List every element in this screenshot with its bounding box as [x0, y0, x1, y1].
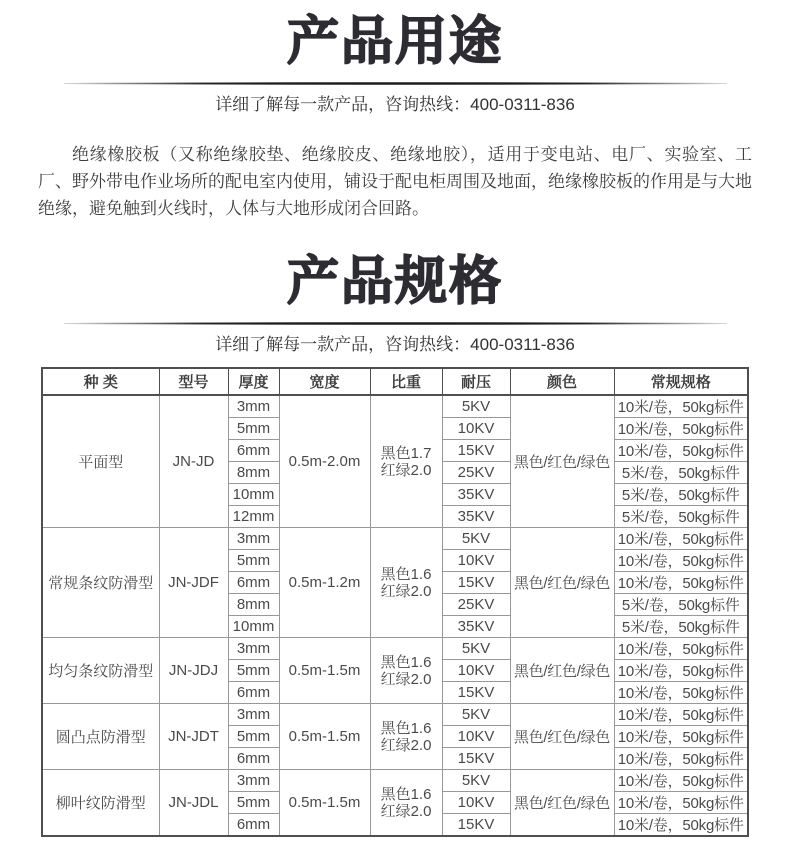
cell-gravity: [370, 528, 442, 638]
gravity-line: 黑色1.6: [380, 785, 432, 803]
cell-spec: 10米/卷，50kg标件: [614, 550, 748, 572]
cell-voltage: 10KV: [442, 792, 510, 814]
table-row: [42, 704, 748, 726]
col-header-model: 型号: [159, 368, 228, 395]
cell-gravity: [370, 395, 442, 528]
gravity-line: 黑色1.6: [380, 719, 432, 737]
cell-voltage: 5KV: [442, 704, 510, 726]
gravity-line: 红绿2.0: [380, 802, 432, 820]
col-header-gravity: 比重: [370, 368, 442, 395]
cell-width: 0.5m-1.5m: [279, 770, 370, 837]
cell-color: 黑色/红色/绿色: [510, 395, 614, 528]
col-header-thickness: 厚度: [228, 368, 279, 395]
col-header-width: 宽度: [279, 368, 370, 395]
cell-type: 平面型: [42, 395, 159, 528]
cell-voltage: 5KV: [442, 770, 510, 792]
cell-type: 常规条纹防滑型: [42, 528, 159, 638]
cell-color: 黑色/红色/绿色: [510, 638, 614, 704]
cell-gravity: [370, 638, 442, 704]
cell-spec: 10米/卷，50kg标件: [614, 748, 748, 770]
table-row: [42, 528, 748, 550]
cell-voltage: 25KV: [442, 462, 510, 484]
cell-thickness: 6mm: [228, 748, 279, 770]
cell-width: 0.5m-1.5m: [279, 704, 370, 770]
cell-spec: 5米/卷，50kg标件: [614, 484, 748, 506]
gravity-line: 红绿2.0: [380, 461, 432, 479]
cell-thickness: 6mm: [228, 814, 279, 837]
cell-spec: 10米/卷，50kg标件: [614, 418, 748, 440]
cell-width: 0.5m-2.0m: [279, 395, 370, 528]
cell-spec: 10米/卷，50kg标件: [614, 792, 748, 814]
cell-thickness: 10mm: [228, 616, 279, 638]
cell-spec: 10米/卷，50kg标件: [614, 682, 748, 704]
cell-type: 圆凸点防滑型: [42, 704, 159, 770]
cell-spec: 10米/卷，50kg标件: [614, 660, 748, 682]
cell-thickness: 10mm: [228, 484, 279, 506]
cell-spec: 10米/卷，50kg标件: [614, 528, 748, 550]
specs-section: [0, 254, 790, 837]
gravity-line: 红绿2.0: [380, 736, 432, 754]
cell-gravity: [370, 770, 442, 837]
cell-voltage: 15KV: [442, 748, 510, 770]
cell-spec: 10米/卷，50kg标件: [614, 440, 748, 462]
cell-voltage: 5KV: [442, 395, 510, 418]
cell-spec: 5米/卷，50kg标件: [614, 462, 748, 484]
cell-color: 黑色/红色/绿色: [510, 770, 614, 837]
gravity-line: 红绿2.0: [380, 582, 432, 600]
cell-voltage: 5KV: [442, 528, 510, 550]
gravity-line: 黑色1.6: [380, 565, 432, 583]
cell-width: 0.5m-1.5m: [279, 638, 370, 704]
spec-table-header-row: [42, 368, 748, 395]
cell-color: 黑色/红色/绿色: [510, 704, 614, 770]
spec-table-body: [42, 395, 748, 836]
gravity-line: 黑色1.6: [380, 653, 432, 671]
table-row: [42, 395, 748, 418]
cell-spec: 10米/卷，50kg标件: [614, 770, 748, 792]
cell-voltage: 35KV: [442, 484, 510, 506]
cell-thickness: 8mm: [228, 594, 279, 616]
cell-thickness: 5mm: [228, 550, 279, 572]
col-header-type: 种 类: [42, 368, 159, 395]
cell-spec: 10米/卷，50kg标件: [614, 704, 748, 726]
cell-thickness: 3mm: [228, 528, 279, 550]
usage-paragraph: 绝缘橡胶板（又称绝缘胶垫、绝缘胶皮、绝缘地胶），适用于变电站、电厂、实验室、工厂、野外带电作业场所的配电室内使用，铺设于配电柜周围及地面，绝缘橡胶板的作用是与大地绝缘，避免触到火线时，人体与大地形成闭合回路。: [38, 145, 752, 219]
cell-thickness: 3mm: [228, 704, 279, 726]
cell-gravity: [370, 704, 442, 770]
cell-thickness: 6mm: [228, 682, 279, 704]
section-divider: [64, 82, 727, 85]
cell-spec: 5米/卷，50kg标件: [614, 506, 748, 528]
table-row: [42, 638, 748, 660]
specs-hotline-text: 详细了解每一款产品，咨询热线：400-0311-836: [215, 335, 575, 355]
cell-thickness: 5mm: [228, 792, 279, 814]
cell-voltage: 10KV: [442, 726, 510, 748]
col-header-color: 颜色: [510, 368, 614, 395]
cell-type: 柳叶纹防滑型: [42, 770, 159, 837]
cell-spec: 5米/卷，50kg标件: [614, 616, 748, 638]
cell-thickness: 3mm: [228, 638, 279, 660]
cell-spec: 10米/卷，50kg标件: [614, 572, 748, 594]
cell-thickness: 8mm: [228, 462, 279, 484]
cell-width: 0.5m-1.2m: [279, 528, 370, 638]
col-header-voltage: 耐压: [442, 368, 510, 395]
cell-voltage: 15KV: [442, 440, 510, 462]
table-row: [42, 770, 748, 792]
gravity-line: 红绿2.0: [380, 670, 432, 688]
cell-model: JN-JDL: [159, 770, 228, 837]
cell-voltage: 35KV: [442, 616, 510, 638]
spec-table: [41, 367, 749, 837]
cell-voltage: 15KV: [442, 682, 510, 704]
cell-voltage: 5KV: [442, 638, 510, 660]
cell-voltage: 35KV: [442, 506, 510, 528]
col-header-spec: 常规规格: [614, 368, 748, 395]
usage-hotline-text: 详细了解每一款产品，咨询热线：400-0311-836: [215, 95, 575, 115]
cell-thickness: 5mm: [228, 418, 279, 440]
cell-voltage: 10KV: [442, 550, 510, 572]
gravity-line: 黑色1.7: [380, 444, 432, 462]
cell-voltage: 15KV: [442, 572, 510, 594]
cell-spec: 10米/卷，50kg标件: [614, 814, 748, 837]
cell-model: JN-JDJ: [159, 638, 228, 704]
usage-section-title: 产品用途: [286, 13, 503, 71]
specs-section-title: 产品规格: [286, 253, 503, 312]
cell-spec: 10米/卷，50kg标件: [614, 395, 748, 418]
cell-model: JN-JDT: [159, 704, 228, 770]
section-divider: [64, 322, 727, 325]
cell-voltage: 25KV: [442, 594, 510, 616]
usage-section: [0, 14, 790, 222]
cell-spec: 10米/卷，50kg标件: [614, 726, 748, 748]
cell-thickness: 6mm: [228, 572, 279, 594]
cell-voltage: 10KV: [442, 418, 510, 440]
cell-type: 均匀条纹防滑型: [42, 638, 159, 704]
cell-thickness: 3mm: [228, 395, 279, 418]
cell-thickness: 12mm: [228, 506, 279, 528]
cell-voltage: 15KV: [442, 814, 510, 837]
cell-model: JN-JDF: [159, 528, 228, 638]
cell-model: JN-JD: [159, 395, 228, 528]
cell-thickness: 6mm: [228, 440, 279, 462]
cell-spec: 5米/卷，50kg标件: [614, 594, 748, 616]
cell-thickness: 5mm: [228, 660, 279, 682]
cell-thickness: 3mm: [228, 770, 279, 792]
cell-voltage: 10KV: [442, 660, 510, 682]
cell-spec: 10米/卷，50kg标件: [614, 638, 748, 660]
cell-thickness: 5mm: [228, 726, 279, 748]
cell-color: 黑色/红色/绿色: [510, 528, 614, 638]
